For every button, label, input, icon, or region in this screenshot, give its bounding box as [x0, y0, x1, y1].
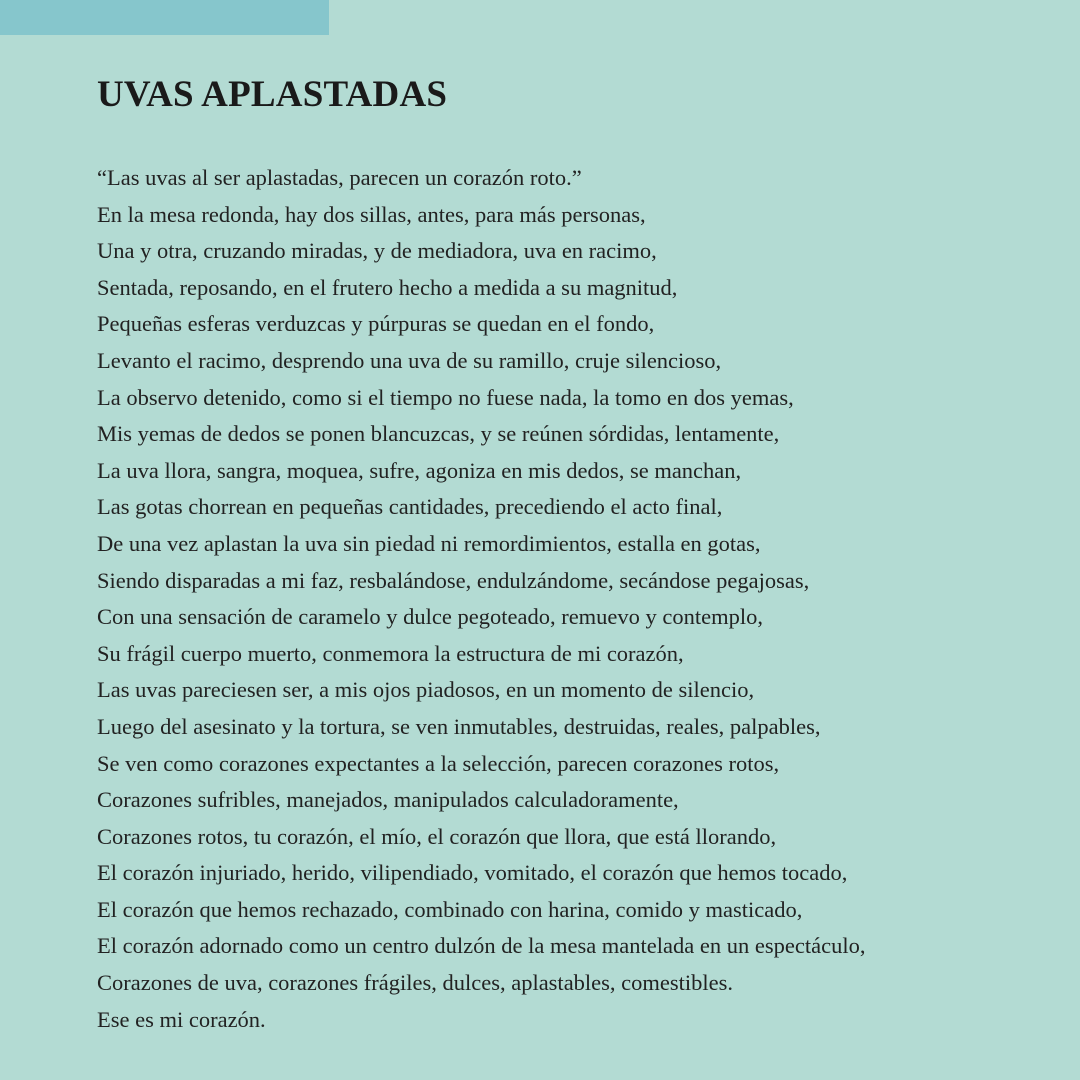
poem-line: Su frágil cuerpo muerto, conmemora la estructura de mi corazón,	[97, 640, 684, 666]
poem-line: Corazones sufribles, manejados, manipulados calculadoramente,	[97, 787, 679, 813]
poem-line: Corazones de uva, corazones frágiles, dulces, aplastables, comestibles.	[97, 970, 734, 996]
poem-line: Las gotas chorrean en pequeñas cantidades, precediendo el acto final,	[97, 494, 723, 520]
poem-line: “Las uvas al ser aplastadas, parecen un corazón roto.”	[97, 165, 582, 190]
poem-line: La uva llora, sangra, moquea, sufre, agoniza en mis dedos, se manchan,	[97, 457, 742, 483]
poem-line: El corazón que hemos rechazado, combinado con harina, comido y masticado,	[97, 896, 803, 922]
poem-line: Pequeñas esferas verduzcas y púrpuras se quedan en el fondo,	[97, 311, 655, 337]
poem-line: Luego del asesinato y la tortura, se ven inmutables, destruidas, reales, palpables,	[97, 713, 821, 739]
poem	[97, 70, 1047, 1038]
poem-line: Mis yemas de dedos se ponen blancuzcas, y se reúnen sórdidas, lentamente,	[97, 421, 780, 447]
poem-line: Las uvas pareciesen ser, a mis ojos piadosos, en un momento de silencio,	[97, 677, 755, 703]
poem-line: El corazón adornado como un centro dulzón de la mesa mantelada en un espectáculo,	[97, 933, 866, 959]
poem-line: Con una sensación de caramelo y dulce pegoteado, remuevo y contemplo,	[97, 604, 764, 630]
poem-line: La observo detenido, como si el tiempo no fuese nada, la tomo en dos yemas,	[97, 384, 794, 410]
poem-line: El corazón injuriado, herido, vilipendiado, vomitado, el corazón que hemos tocado,	[97, 860, 848, 886]
poem-line: Siendo disparadas a mi faz, resbalándose, endulzándome, secándose pegajosas,	[97, 567, 810, 593]
poem-line: Sentada, reposando, en el frutero hecho a medida a su magnitud,	[97, 274, 678, 300]
accent-tab	[0, 0, 329, 35]
poem-line: De una vez aplastan la uva sin piedad ni remordimientos, estalla en gotas,	[97, 530, 761, 556]
poem-line: Ese es mi corazón.	[97, 1006, 266, 1032]
poem-lines	[97, 160, 1047, 1038]
poem-title: UVAS APLASTADAS	[97, 74, 448, 115]
poem-line: En la mesa redonda, hay dos sillas, antes, para más personas,	[97, 201, 646, 227]
poem-line: Se ven como corazones expectantes a la selección, parecen corazones rotos,	[97, 750, 780, 776]
poem-line: Una y otra, cruzando miradas, y de mediadora, uva en racimo,	[97, 238, 657, 264]
poem-line: Levanto el racimo, desprendo una uva de su ramillo, cruje silencioso,	[97, 347, 722, 373]
poem-line: Corazones rotos, tu corazón, el mío, el corazón que llora, que está llorando,	[97, 823, 777, 849]
